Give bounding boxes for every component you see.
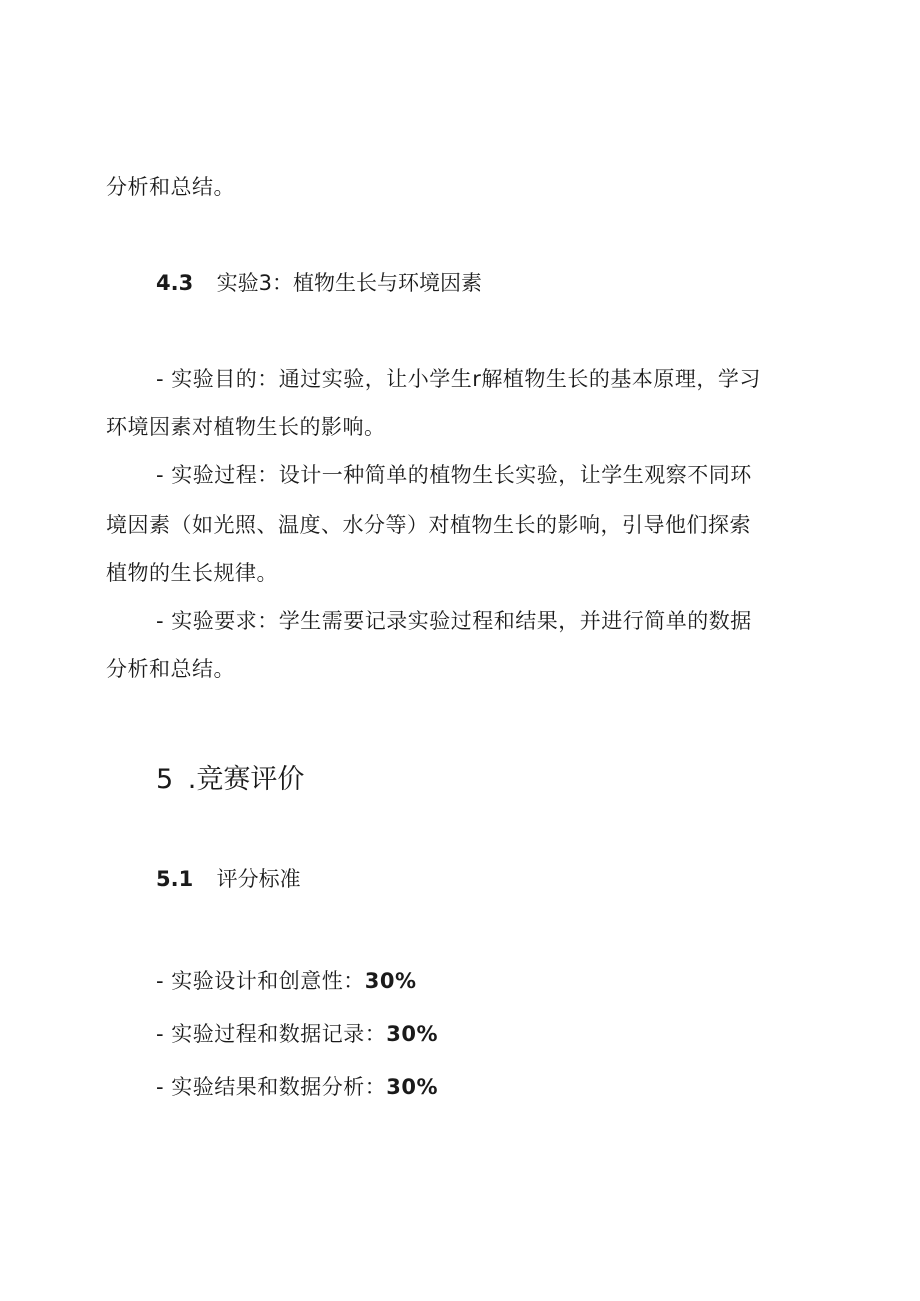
criteria-item bbox=[156, 966, 417, 996]
criteria-percent: 30% bbox=[386, 1075, 439, 1099]
criteria-item bbox=[156, 1072, 438, 1102]
requirement-line-2: 分析和总结。 bbox=[106, 657, 235, 681]
section-4-3-heading bbox=[156, 268, 482, 298]
section-title-prefix: 实验3 bbox=[216, 271, 272, 295]
criteria-percent: 30% bbox=[386, 1022, 439, 1046]
continuation-text: 分析和总结。 bbox=[106, 175, 235, 199]
purpose-line-2: 环境因素对植物生长的影响。 bbox=[106, 415, 386, 439]
section-title-rest: ：植物生长与环境因素 bbox=[271, 271, 482, 295]
section-5-1-number: 5.1 bbox=[156, 867, 194, 891]
process-line-3: 植物的生长规律。 bbox=[106, 561, 278, 585]
section-5-1-title: 评分标准 bbox=[216, 867, 301, 891]
process-line-1: - 实验过程：设计一种简单的植物生长实验，让学生观察不同环 bbox=[156, 463, 752, 487]
criteria-item bbox=[156, 1019, 438, 1049]
section-5-number: 5 bbox=[156, 764, 174, 795]
section-5-heading bbox=[156, 762, 304, 798]
criteria-label: - 实验结果和数据分析： bbox=[156, 1075, 387, 1099]
section-5-title: .竞赛评价 bbox=[187, 764, 305, 795]
requirement-line-1: - 实验要求：学生需要记录实验过程和结果，并进行简单的数据 bbox=[156, 609, 752, 633]
criteria-label: - 实验设计和创意性： bbox=[156, 969, 365, 993]
criteria-label: - 实验过程和数据记录： bbox=[156, 1022, 387, 1046]
process-line-2: 境因素（如光照、温度、水分等）对植物生长的影响，引导他们探索 bbox=[106, 513, 751, 537]
purpose-line-1: - 实验目的：通过实验，让小学生r解植物生长的基本原理，学习 bbox=[156, 367, 761, 391]
criteria-percent: 30% bbox=[364, 969, 417, 993]
section-number: 4.3 bbox=[156, 271, 194, 295]
section-5-1-heading bbox=[156, 864, 301, 894]
